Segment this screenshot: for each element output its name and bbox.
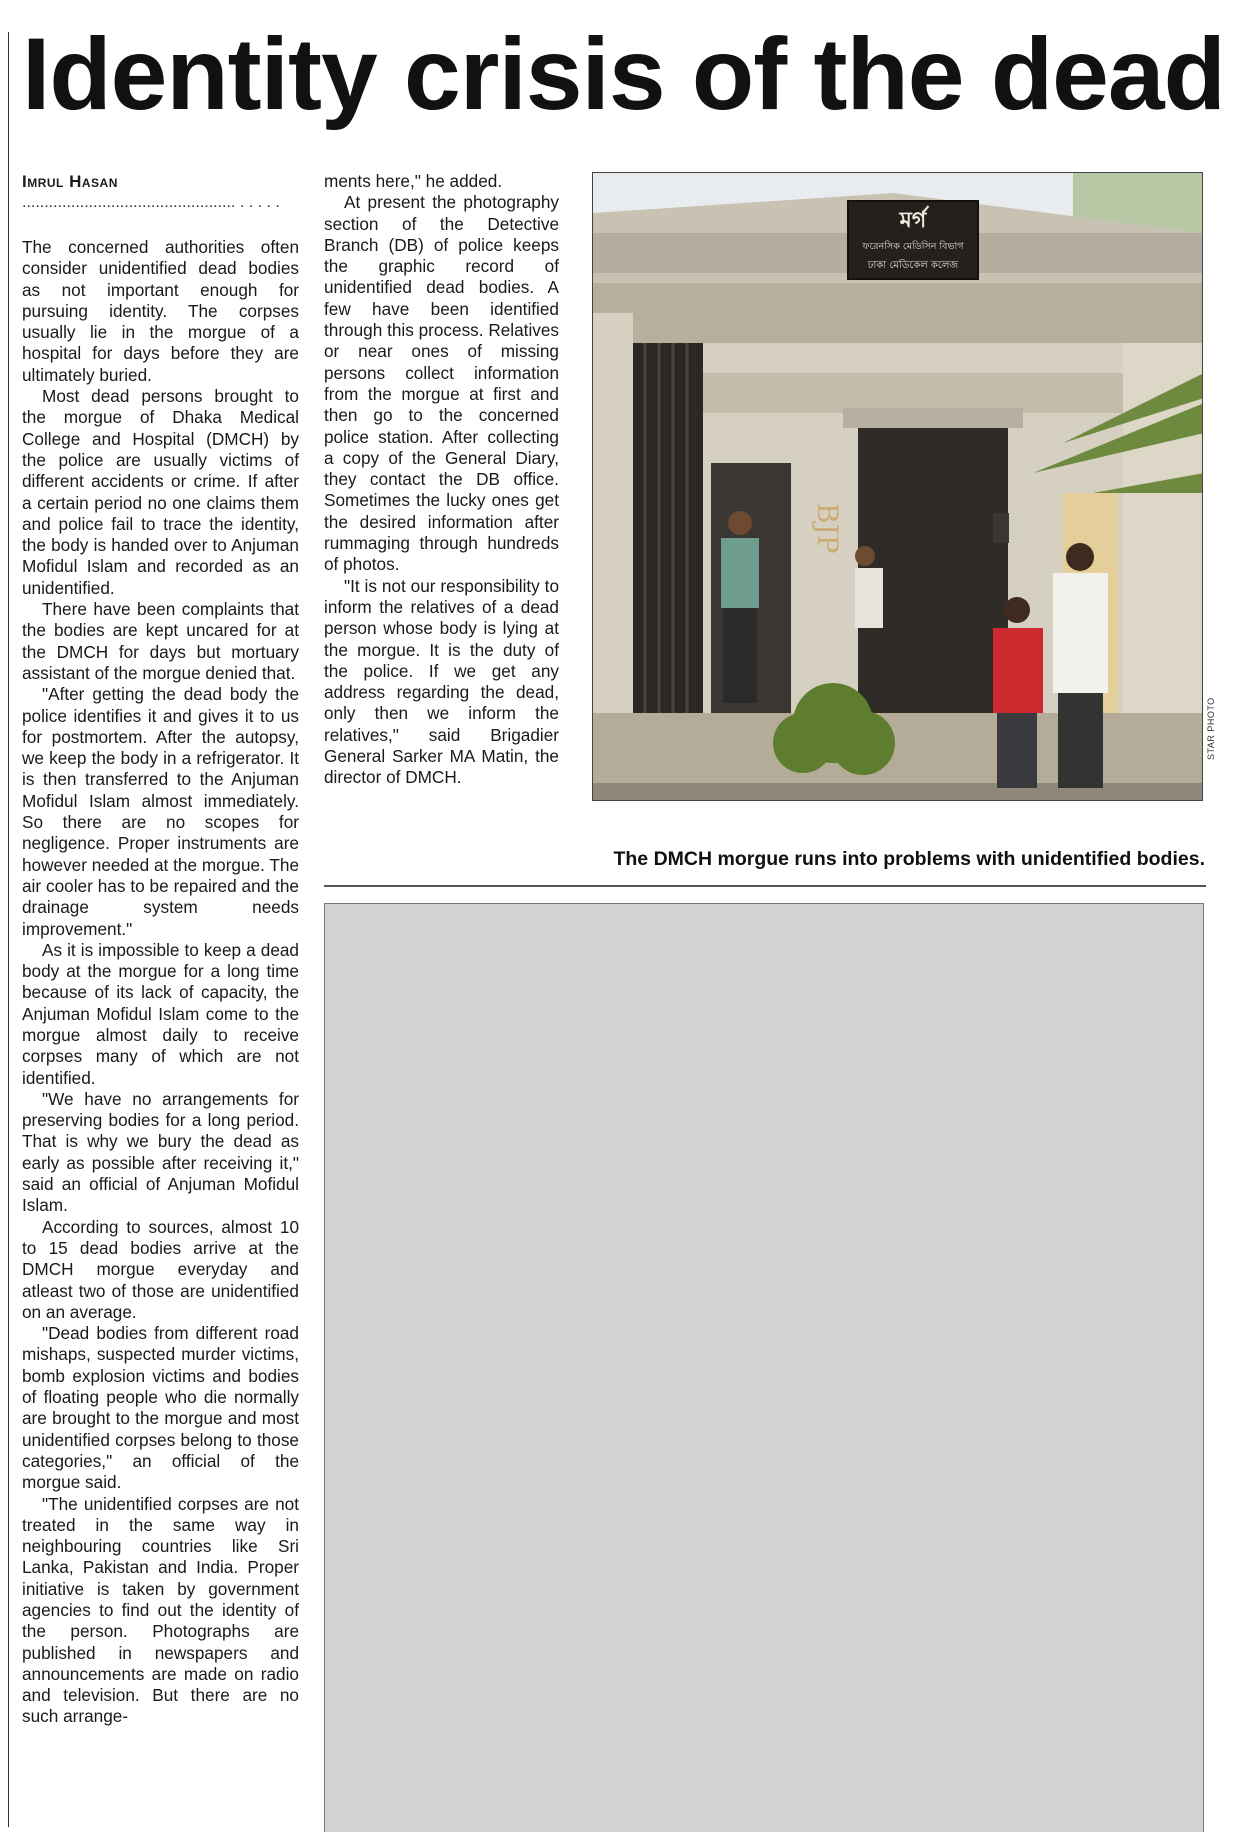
paragraph-continuation: ments here," he added.	[324, 171, 503, 191]
left-column-rule	[8, 32, 9, 1827]
paragraph: There have been complaints that the bodies are kept uncared for at the DMCH for days but mortuary assistant of the morgue denied that.	[22, 599, 299, 683]
byline-dotted-rule: ................................................ . . . . .	[22, 194, 280, 211]
photo-credit: STAR PHOTO	[1206, 697, 1216, 760]
article-column-2	[324, 171, 559, 831]
morgue-photo-illustration	[593, 173, 1203, 801]
wall-graffiti: BJP	[811, 503, 844, 554]
article-column-1	[22, 237, 299, 1829]
headline: Identity crisis of the dead	[22, 17, 1225, 131]
paragraph: "The unidentified corpses are not treated in the same way in neighbouring countries like Sri Lanka, Pakistan and India. Proper initiative is taken by government agencies to find out the identity of the person. Photographs are published in newspapers and announcements are made on radio and television. But there are no such arrange-	[22, 1493, 299, 1727]
paragraph: "It is not our responsibility to inform the relatives of a dead person whose body is lying at the morgue. It is the duty of the police. If we get any address regarding the dead, only then we inform the relatives," said Brigadier General Sarker MA Matin, the director of DMCH.	[324, 575, 559, 788]
byline: Imrul Hasan	[22, 172, 118, 191]
paragraph: According to sources, almost 10 to 15 dead bodies arrive at the DMCH morgue everyday and atleast two of those are unidentified on an average.	[22, 1216, 299, 1322]
paragraph: As it is impossible to keep a dead body at the morgue for a long time because of its lack of capacity, the Anjuman Mofidul Islam come to the morgue almost daily to receive corpses many of which are not identified.	[22, 939, 299, 1088]
paragraph: "Dead bodies from different road mishaps, suspected murder victims, bomb explosion victims and bodies of floating people who die normally are brought to the morgue and most unidentified corpses belong to those categories," an official of the morgue said.	[22, 1323, 299, 1493]
sign-title: মর্গ	[899, 208, 927, 233]
paragraph: The concerned authorities often consider unidentified dead bodies as not important enough for pursuing identity. The corpses usually lie in the morgue of a hospital for days before they are ultimately buried.	[22, 237, 299, 385]
sign-college: ঢাকা মেডিকেল কলেজ	[867, 260, 959, 271]
paragraph: "We have no arrangements for preserving bodies for a long period. That is why we bury the dead as early as possible after receiving it," said an official of Anjuman Mofidul Islam.	[22, 1088, 299, 1216]
paragraph: Most dead persons brought to the morgue of Dhaka Medical College and Hospital (DMCH) by the police are usually victims of different accidents or crime. If after a certain period no one claims them and police fail to trace the identity, the body is handed over to Anjuman Mofidul Islam and recorded as an unidentified.	[22, 386, 299, 598]
section-divider	[324, 885, 1206, 887]
sign-subtitle: ফরেনসিক মেডিসিন বিভাগ	[862, 241, 964, 252]
paragraph: At present the photography section of the Detective Branch (DB) of police keeps the graphic record of unidentified dead bodies. A few have been identified through this process. Relatives or near ones of missing persons collect information from the morgue at first and then go to the concerned police station. After collecting a copy of the General Diary, they contact the DB office. Sometimes the lucky ones get the desired information after rummaging through hundreds of photos.	[324, 192, 559, 575]
photo-caption: The DMCH morgue runs into problems with unidentified bodies.	[613, 848, 1205, 870]
morgue-photo	[592, 172, 1203, 801]
blank-ad-space	[324, 903, 1204, 1832]
paragraph: "After getting the dead body the police identifies it and gives it to us for postmortem. After the autopsy, we keep the body in a refrigerator. It is then transferred to the Anjuman Mofidul Islam almost immediately. So there are no scopes for negligence. Proper instruments are however needed at the morgue. The air cooler has to be repaired and the drainage system needs improvement."	[22, 684, 299, 939]
